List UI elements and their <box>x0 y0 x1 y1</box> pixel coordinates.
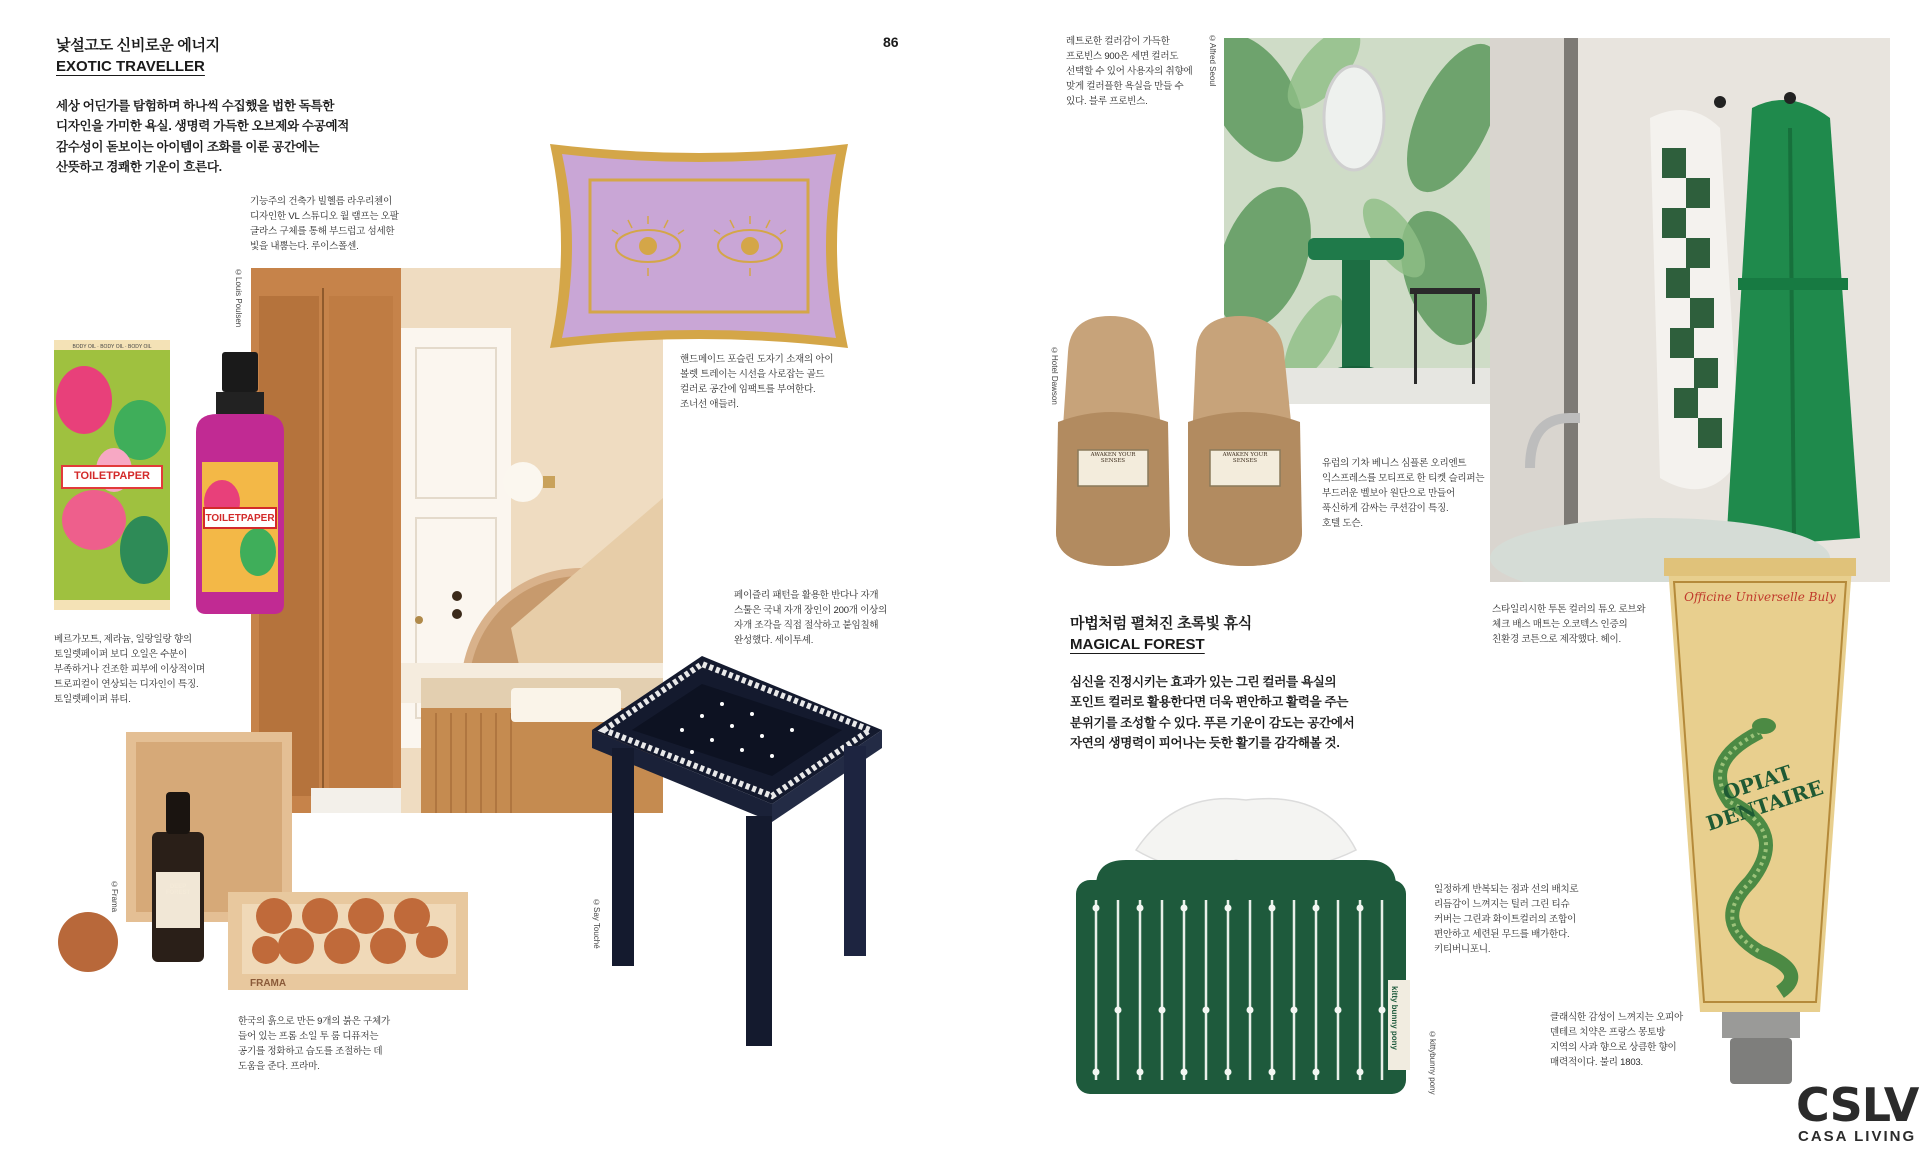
slippers-photo-credit: ©Hotel Dawson <box>1050 346 1059 405</box>
tray-caption: 핸드메이드 포슬린 도자기 소재의 아이 볼렛 트레이는 시선을 사로잡는 골드 컬러로 공간에 임팩트를 부여한다. 조너선 애들러. <box>680 354 834 410</box>
casa-living-wordmark: CASA LIVING <box>1798 1128 1917 1145</box>
oil-box-side-text: BODY OIL · BODY OIL · BODY OIL <box>72 344 152 350</box>
right-page-subtitle: MAGICAL FOREST <box>1070 636 1205 653</box>
cslv-logo: CSLV <box>1796 1078 1919 1132</box>
tissue-photo-credit: ©kittybunny pony <box>1428 1030 1437 1095</box>
eye-tray-photo <box>540 136 858 356</box>
left-page-title: 낯설고도 신비로운 에너지 <box>56 37 220 54</box>
lamp-caption: 기능주의 건축가 빌헬름 라우리첸이 디자인한 VL 스튜디오 월 램프는 오팔 글라스 구체를 통해 부드럽고 섬세한 빛을 내뿜는다. 루이스폴센. <box>250 196 399 252</box>
tube-brand: Officine Universelle Buly <box>1684 590 1836 604</box>
tissue-cover-photo <box>1056 790 1428 1100</box>
toothpaste-caption: 클래식한 감성이 느껴지는 오피아 덴테르 치약은 프랑스 몽토방 지역의 사과 향으로 상큼한 향이 매력적이다. 불리 1803. <box>1550 1012 1683 1068</box>
tissue-caption: 일정하게 반복되는 점과 선의 배치로 리듬감이 느껴지는 틸러 그린 티슈 커버는 그린과 화이트컬러의 조합이 편안하고 세련된 무드를 배가한다. 키티버니포니. <box>1434 884 1579 955</box>
slipper-left-label: AWAKEN YOUR SENSES <box>1090 452 1136 464</box>
oil-box-brand: TOILETPAPER <box>74 470 150 482</box>
soil-diffuser-photo <box>56 732 476 1002</box>
stool-caption: 페이즐리 패턴을 활용한 반다나 자개 스툴은 국내 자개 장인이 200개 이상의 자개 조각을 직접 절삭하고 붙임칠해 완성했다. 세이투셰. <box>734 590 888 646</box>
tube-product-name: OPIAT DENTAIRE <box>1703 760 1827 836</box>
page-number: 86 <box>883 34 899 50</box>
left-lead-paragraph: 세상 어딘가를 탐험하며 하나씩 수집했을 법한 독특한 디자인을 가미한 욕실. 생명력 가득한 오브제와 수공예적 감수성이 돋보이는 아이템이 조화를 이룬 공간에는 산뜻하고 경쾌한 기운이 흐른다. <box>56 99 350 174</box>
oil-bottle-brand: TOILETPAPER <box>205 513 275 524</box>
tissue-tag-label: kitty bunny pony <box>1390 986 1399 1050</box>
oil-caption: 베르가모트, 제라늄, 일랑일랑 향의 토일렛페이퍼 보디 오일은 수분이 부족하거나 건조한 피부에 이상적이며 트로피컬이 연상되는 디자인이 특징. 토일렛페이퍼 뷰티. <box>54 634 205 705</box>
right-page-title: 마법처럼 펼쳐진 초록빛 휴식 <box>1070 615 1252 632</box>
stool-photo-credit: ©Say Touché <box>592 898 601 949</box>
velvet-slippers-photo <box>1050 312 1312 570</box>
robe-towel-photo <box>1490 38 1890 582</box>
slipper-right-label: AWAKEN YOUR SENSES <box>1222 452 1268 464</box>
bandana-stool-photo <box>592 656 882 1046</box>
diffuser-photo-credit: ©Frama <box>110 880 119 913</box>
towel-caption: 스타일리시한 투톤 컬러의 튜오 로브와 체크 배스 매트는 오코텍스 인증의 친환경 코튼으로 제작했다. 헤이. <box>1492 604 1646 645</box>
diffuser-caption: 한국의 흙으로 만든 9개의 붉은 구체가 들어 있는 프롬 소일 투 룸 디퓨저는 공기를 정화하고 습도를 조절하는 데 도움을 준다. 프라마. <box>238 1016 390 1072</box>
basin-photo-credit: ©Alfred Seoul <box>1208 34 1217 87</box>
right-lead-paragraph: 심신을 진정시키는 효과가 있는 그린 컬러를 욕실의 포인트 컬러로 활용한다면 더욱 편안하고 활력을 주는 분위기를 조성할 수 있다. 푸른 기운이 감도는 공간에서 자연의 생명력이 피어나는 듯한 활기를 감각해볼 것. <box>1070 675 1355 750</box>
diffuser-box-brand: FRAMA <box>250 978 287 989</box>
left-page-subtitle: EXOTIC TRAVELLER <box>56 58 205 75</box>
basin-caption: 레트로한 컬러감이 가득한 프로빈스 900은 세면 컬러도 선택할 수 있어 사용자의 취향에 맞게 컬러플한 욕실을 만들 수 있다. 블루 프로빈스. <box>1066 36 1193 107</box>
body-oil-bottle-photo <box>192 352 288 614</box>
slippers-caption: 유럽의 기차 베니스 심플론 오리엔트 익스프레스를 모티프로 한 티켓 슬리퍼는 부드러운 벨보아 원단으로 만들어 푹신하게 감싸는 쿠션감이 특징. 호텔 도슨. <box>1322 458 1485 529</box>
dropper-label: DEEP FOREST <box>165 884 191 896</box>
bathroom-photo-credit: ©Louis Poulsen <box>234 268 243 328</box>
